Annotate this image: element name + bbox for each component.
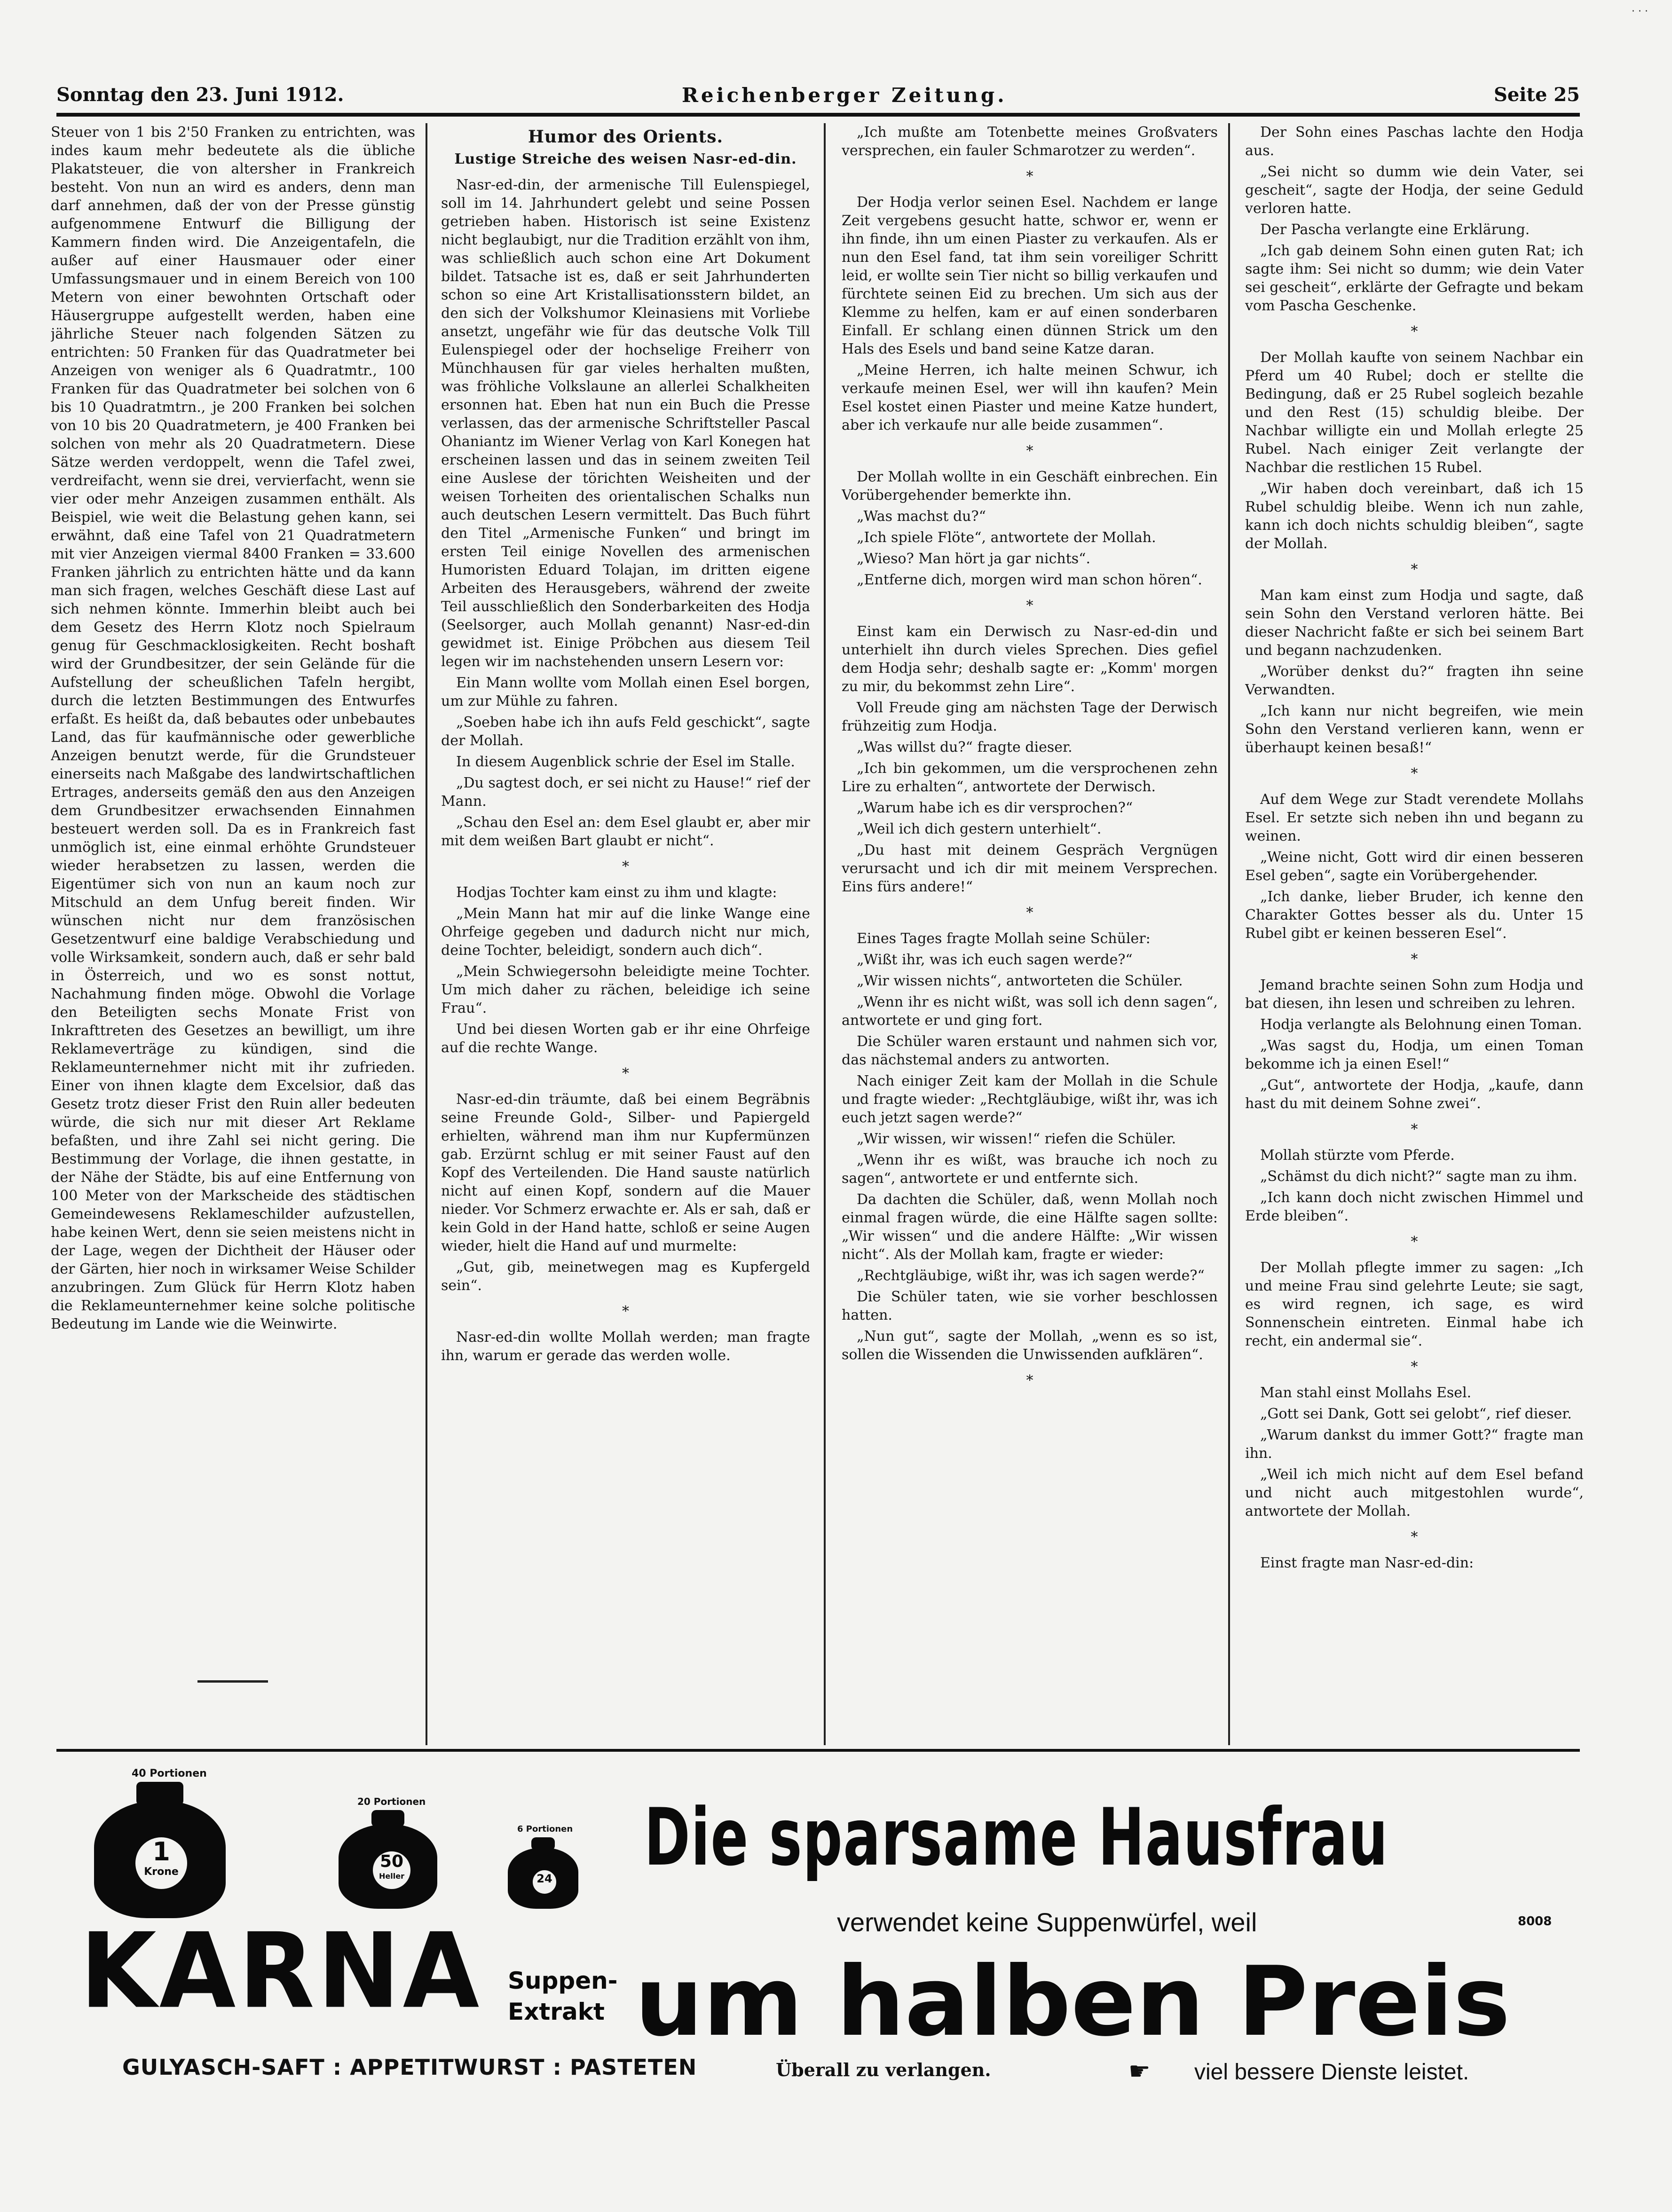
paragraph: „Wenn ihr es nicht wißt, was soll ich denn sagen“, antwortete er und ging fort. <box>842 994 1218 1029</box>
paragraph: „Ich bin gekommen, um die versprochenen zehn Lire zu erhalten“, antwortete der Derwisch. <box>842 760 1218 795</box>
paragraph: Mollah stürzte vom Pferde. <box>1260 1147 1455 1164</box>
article-subtitle: Lustige Streiche des weisen Nasr-ed-din. <box>454 151 797 167</box>
paragraph: „Was sagst du, Hodja, um einen Toman bekomme ich ja einen Esel!“ <box>1245 1038 1584 1072</box>
jar-label: 40 Portionen <box>132 1768 207 1779</box>
column-divider <box>824 123 826 1745</box>
header-rule <box>56 113 1580 117</box>
product-type <box>508 1965 617 2027</box>
product-list: GULYASCH-SAFT : APPETITWURST : PASTETEN <box>122 2055 697 2080</box>
paragraph: „Ich danke, lieber Bruder, ich kenne den Charakter Gottes besser als du. Unter 15 Rubel gibt er keinen besseren Esel“. <box>1245 889 1584 942</box>
paragraph: „Wir wissen nichts“, antworteten die Schüler. <box>857 973 1183 989</box>
paragraph: Steuer von 1 bis 2'50 Franken zu entrichten, was indes kaum mehr bedeutete als die übliche Plakatsteuer, die von altersher in Frankreich besteht. Von nun an wird es anders, denn man darf annehmen, daß der von der Presse günstig aufgenommene Entwurf die Billigung der Kammern finden wird. Die Anzeigentafeln, die außer auf einer Hausmauer oder einer Umfassungsmauer und in einem Bereich von 100 Metern von einer bewohnten Ortschaft oder Häusergruppe aufgestellt werden, haben eine jährliche Steuer nach folgenden Sätzen zu entrichten: 50 Franken für das Quadratmeter bei Anzeigen von weniger als 6 Quadratmtr., 100 Franken für das Quadratmeter bei solchen von 6 bis 10 Quadratmtrn., je 200 Franken bei solchen von 10 bis 20 Quadratmetern, je 400 Franken bei solchen von mehr als 20 Quadratmetern. Diese Sätze werden verdoppelt, wenn die Tafel zwei, verdreifacht, wenn sie drei, vervierfacht, wenn sie vier oder mehr Anzeigen zusammen enthält. Als Beispiel, wie weit die Belastung gehen kann, sei erwähnt, daß eine Tafel von 21 Quadratmetern mit vier Anzeigen viermal 8400 Franken = 33.600 Franken jährlich zu entrichten hätte und da kann man sich fragen, welches Geschäft diese Last auf sich nehmen könnte. Immerhin bleibt auch bei dem Gesetz des Herrn Klotz noch Spielraum genug für Geschmacklosigkeiten. Recht boshaft wird der Grundbesitzer, der sein Gelände für die Aufstellung der scheußlichen Tafeln hergibt, durch die letzten Bestimmungen des Entwurfes erfaßt. Es heißt da, daß bebautes oder unbebautes Land, das für kaufmännische oder gewerbliche Anzeigen benutzt werde, für die Grundsteuer einerseits nach Maßgabe des landwirtschaftlichen Ertrages, anderseits gemäß den aus den Anzeigen dem Grundbesitzer erwachsenden Einnahmen besteuert werden soll. Da es in Frankreich fast unmöglich ist, eine einmal erhöhte Grundsteuer wieder herabsetzen zu lassen, werden die Eigentümer sich von nun an kaum noch zur Mitschuld an dem Unfug bereit finden. Wir wünschen nicht nur dem französischen Gesetzentwurf eine baldige Verabschiedung und volle Wirksamkeit, sondern auch, daß er sehr bald in Österreich, und wo es sonst nottut, Nachahmung finden möge. Obwohl die Vorlage den Beteiligten sechs Monate Frist von Inkrafttreten des Gesetzes an bewilligt, um ihre Reklameverträge zu kündigen, sind die Reklameunternehmer nicht mit ihr zufrieden. Einer von ihnen klagte dem Excelsior, daß das Gesetz trotz dieser Frist den Ruin aller bedeuten würde, die sich nur mit dieser Art Reklame befaßten, und ihre Zahl sei nicht gering. Die Bestimmung der Vorlage, die ihnen gestatte, in der Nähe der Städte, bis auf eine Entfernung von 100 Meter von der Markscheide des städtischen Gemeindewesens Reklameschilder aufzustellen, habe keinen Wert, denn sie seien meistens nicht in der Lage, wegen der Dichtheit der Häuser oder der Gärten, hier noch in wirksamer Weise Schilder anzubringen. Zum Glück für Herrn Klotz haben die Reklameunternehmer keine solche politische Bedeutung im Lande wie die Weinwirte. <box>51 124 415 1332</box>
section-separator: * <box>1411 323 1418 340</box>
paragraph: „Was machst du?“ <box>857 508 986 525</box>
paragraph: Man stahl einst Mollahs Esel. <box>1260 1385 1472 1401</box>
paragraph: „Nun gut“, sagte der Mollah, „wenn es so ist, sollen die Wissenden die Unwissenden aufklären“. <box>842 1328 1218 1363</box>
paragraph: Nasr-ed-din wollte Mollah werden; man fragte ihn, warum er gerade das werden wolle. <box>441 1329 810 1364</box>
advertisement-rule <box>56 1749 1580 1752</box>
paragraph: Einst fragte man Nasr-ed-din: <box>1260 1555 1474 1571</box>
availability-note: Überall zu verlangen. <box>776 2059 991 2080</box>
jar-6-portions <box>503 1824 583 1913</box>
paragraph: Da dachten die Schüler, daß, wenn Mollah noch einmal fragen würde, die eine Hälfte sagen sollte: „Wir wissen“ und die andere Hälfte: „Wir wissen nicht“. Als der Mollah kam, fragte er wieder: <box>842 1191 1218 1263</box>
section-separator: * <box>1026 168 1033 185</box>
paragraph: Der Hodja verlor seinen Esel. Nachdem er lange Zeit vergebens gesucht hatte, schwor er, wenn er ihn finde, ihn um einen Piaster zu verkaufen. Als er nun den Esel fand, tat ihm sein voreiliger Schritt leid, er wollte sein Tier nicht so billig verkaufen und fürchtete seinen Eid zu brechen. Um sich aus der Klemme zu helfen, kam er auf einen sonderbaren Einfall. Er schlang einen dünnen Strick um den Hals des Esels und band seine Katze daran. <box>842 194 1218 357</box>
paragraph: Man kam einst zum Hodja und sagte, daß sein Sohn den Verstand verloren hätte. Bei dieser Nachricht faßte er sich bei seinem Bart und begann nachzudenken. <box>1245 587 1584 659</box>
paragraph: „Weil ich dich gestern unterhielt“. <box>857 821 1102 837</box>
paragraph: „Du sagtest doch, er sei nicht zu Hause!“ rief der Mann. <box>441 775 810 810</box>
section-separator: * <box>1026 443 1033 459</box>
paragraph: Einst kam ein Derwisch zu Nasr-ed-din und unterhielt ihn durch vieles Sprechen. Dies gefiel dem Hodja sehr; deshalb sagte er: „Komm' morgen zu mir, du bekommst zehn Lire“. <box>842 623 1218 695</box>
paragraph: „Meine Herren, ich halte meinen Schwur, ich verkaufe meinen Esel, wer will ihn kaufen? Mein Esel kostet einen Piaster und meine Katze hundert, aber ich verkaufe nur alle beide zusammen“. <box>842 362 1218 433</box>
paragraph: „Schämst du dich nicht?“ sagte man zu ihm. <box>1260 1168 1577 1185</box>
paragraph: „Rechtgläubige, wißt ihr, was ich sagen werde?“ <box>857 1267 1205 1284</box>
section-separator: * <box>1411 1529 1418 1545</box>
section-separator: * <box>1411 951 1418 968</box>
newspaper-title: Reichenberger Zeitung. <box>682 84 1007 107</box>
ad-subline: verwendet keine Suppenwürfel, weil <box>837 1907 1257 1937</box>
article-column-2 <box>441 123 810 1750</box>
karna-advertisement <box>56 1758 1580 2120</box>
section-separator: * <box>1411 561 1418 578</box>
section-separator: * <box>622 1303 629 1320</box>
paragraph: „Warum habe ich es dir versprochen?“ <box>857 800 1133 816</box>
header-date: Sonntag den 23. Juni 1912. <box>56 84 344 106</box>
jar-label: 6 Portionen <box>517 1824 573 1834</box>
paragraph: Ein Mann wollte vom Mollah einen Esel borgen, um zur Mühle zu fahren. <box>441 675 810 709</box>
paragraph: „Ich gab deinem Sohn einen guten Rat; ich sagte ihm: Sei nicht so dumm; wie dein Vater sei gescheit“, erklärte der Gefragte und bekam vom Pascha Geschenke. <box>1245 243 1584 314</box>
product-type-line: Suppen- <box>508 1967 618 1994</box>
section-separator: * <box>1411 1234 1418 1250</box>
paragraph: „Entferne dich, morgen wird man schon hören“. <box>857 572 1202 588</box>
price-medal <box>369 1848 414 1893</box>
paragraph: Jemand brachte seinen Sohn zum Hodja und bat diesen, ihn lesen und schreiben zu lehren. <box>1245 977 1584 1012</box>
paragraph: Auf dem Wege zur Stadt verendete Mollahs Esel. Er setzte sich neben ihn und begann zu weinen. <box>1245 791 1584 844</box>
article-title: Humor des Orients. <box>528 127 724 147</box>
paragraph: Die Schüler taten, wie sie vorher beschlossen hatten. <box>842 1289 1218 1323</box>
paragraph: Eines Tages fragte Mollah seine Schüler: <box>857 930 1151 947</box>
price-medal <box>529 1866 560 1897</box>
paragraph: Voll Freude ging am nächsten Tage der Derwisch frühzeitig zum Hodja. <box>842 700 1218 734</box>
paragraph: „Gut“, antwortete der Hodja, „kaufe, dann hast du mit deinem Sohne zwei“. <box>1245 1077 1584 1112</box>
paragraph: Nach einiger Zeit kam der Mollah in die Schule und fragte wieder: „Rechtgläubige, wißt ihr, was ich euch jetzt sagen werde?“ <box>842 1073 1218 1126</box>
paragraph: Hodja verlangte als Belohnung einen Toman. <box>1260 1016 1582 1033</box>
paragraph: „Sei nicht so dumm wie dein Vater, sei gescheit“, sagte der Hodja, der seine Geduld verloren hatte. <box>1245 164 1584 217</box>
section-separator: * <box>1411 1121 1418 1138</box>
paragraph: „Soeben habe ich ihn aufs Feld geschickt“, sagte der Mollah. <box>441 714 810 749</box>
paragraph: „Wenn ihr es wißt, was brauche ich noch zu sagen“, antwortete er und entfernte sich. <box>842 1152 1218 1187</box>
paragraph: „Gut, gib, meinetwegen mag es Kupfergeld sein“. <box>441 1259 810 1294</box>
medal-value: 24 <box>536 1872 552 1885</box>
paragraph: Die Schüler waren erstaunt und nahmen sich vor, das nächstemal anders zu antworten. <box>842 1033 1218 1068</box>
article-column-3 <box>842 123 1218 1750</box>
jar-label: 20 Portionen <box>357 1796 426 1807</box>
medal-unit: Krone <box>144 1866 179 1878</box>
paragraph: „Wir wissen, wir wissen!“ riefen die Schüler. <box>857 1131 1176 1147</box>
paragraph: Hodjas Tochter kam einst zu ihm und klagte: <box>456 884 777 901</box>
paragraph: Der Mollah kaufte von seinem Nachbar ein Pferd um 40 Rubel; doch er stellte die Bedingung, daß er 25 Rubel sogleich bezahle und den Rest (15) schuldig bleibe. Der Nachbar willigte ein und Mollah erlegte 25 Rubel. Nach einiger Zeit verlangte der Nachbar die restlichen 15 Rubel. <box>1245 349 1584 476</box>
paragraph: „Mein Schwiegersohn beleidigte meine Tochter. Um mich daher zu rächen, beleidige ich seine Frau“. <box>441 963 810 1016</box>
section-separator: * <box>1026 598 1033 614</box>
paragraph: Der Mollah pflegte immer zu sagen: „Ich und meine Frau sind gelehrte Leute; sie sagt, es wird regnen, ich sage, es wird Sonnenschein eintreten. Einmal habe ich recht, ein andermal sie“. <box>1245 1260 1584 1349</box>
paragraph: „Wir haben doch vereinbart, daß ich 15 Rubel schuldig bleibe. Wenn ich nun zahle, kann ich doch nichts schuldig bleiben“, sagte der Mollah. <box>1245 480 1584 552</box>
paragraph: „Ich kann doch nicht zwischen Himmel und Erde bleiben“. <box>1245 1189 1584 1224</box>
paragraph: „Gott sei Dank, Gott sei gelobt“, rief dieser. <box>1260 1406 1572 1422</box>
medal-value: 1 <box>152 1837 170 1866</box>
ad-headline: Die sparsame Hausfrau <box>644 1791 1389 1883</box>
scan-corner-mark: · · · <box>1632 6 1648 17</box>
paragraph: „Wißt ihr, was ich euch sagen werde?“ <box>857 952 1133 968</box>
section-separator: * <box>1411 765 1418 782</box>
paragraph: Der Sohn eines Paschas lachte den Hodja aus. <box>1245 124 1584 159</box>
jar-20-portions <box>334 1796 442 1913</box>
paragraph: „Wieso? Man hört ja gar nichts“. <box>857 551 1091 567</box>
paragraph: Nasr-ed-din träumte, daß bei einem Begräbnis seine Freunde Gold-, Silber- und Papiergeld erhielten, während man ihm nur Kupfermünzen gab. Erzürnt schlug er mit seiner Faust auf den Kopf des Verteilenden. Die Hand sauste natürlich nicht auf einen Kopf, sondern auf die Mauer nieder. Vor Schmerz erwachte er. Als er sah, daß er kein Gold in der Hand hatte, schloß er seine Augen wieder, hielt die Hand auf und murmelte: <box>441 1091 810 1254</box>
ad-closing: viel bessere Dienste leistet. <box>1194 2060 1469 2085</box>
paragraph: „Weil ich mich nicht auf dem Esel befand und nicht auch mitgestohlen wurde“, antwortete der Mollah. <box>1245 1466 1584 1519</box>
article-column-1 <box>51 123 415 1618</box>
medal-value: 50 <box>379 1852 404 1871</box>
price-medal <box>132 1834 191 1893</box>
column-divider <box>426 123 427 1745</box>
section-separator: * <box>1026 1372 1033 1389</box>
ad-reference-mark: 8008 <box>1518 1914 1552 1929</box>
article-column-4 <box>1245 123 1584 1750</box>
paragraph: „Schau den Esel an: dem Esel glaubt er, aber mir mit dem weißen Bart glaubt er nicht“. <box>441 814 810 849</box>
paragraph: „Was willst du?“ fragte dieser. <box>857 739 1073 756</box>
product-type-line: Extrakt <box>508 1998 605 2025</box>
column-divider <box>1228 123 1230 1745</box>
paragraph: „Weine nicht, Gott wird dir einen besseren Esel geben“, sagte ein Vorübergehender. <box>1245 849 1584 884</box>
medal-unit: Heller <box>379 1872 404 1881</box>
paragraph: „Mein Mann hat mir auf die linke Wange eine Ohrfeige gegeben und dadurch nicht nur mich, deine Tochter, beleidigt, sondern auch dich“. <box>441 905 810 959</box>
paragraph: „Ich spiele Flöte“, antwortete der Mollah. <box>857 529 1156 546</box>
jar-40-portions <box>89 1768 230 1923</box>
paragraph: „Du hast mit deinem Gespräch Vergnügen verursacht und ich dir mit meinem Versprechen. Eins fürs andere!“ <box>842 842 1218 895</box>
paragraph: „Warum dankst du immer Gott?“ fragte man ihn. <box>1245 1427 1584 1462</box>
paragraph: Nasr-ed-din, der armenische Till Eulenspiegel, soll im 14. Jahrhundert gelebt und seine Possen getrieben haben. Historisch ist seine Existenz nicht beglaubigt, nur die Tradition erzählt von ihm, was schließlich auch schon eine Art Dokument bildet. Tatsache ist es, daß er seit Jahrhunderten schon so eine Art Kristallisationsstern bildet, an den sich der Volkshumor Kleinasiens mit Vorliebe ansetzt, ungefähr wie für das deutsche Volk Till Eulenspiegel oder der hochselige Freiherr von Münchhausen für gar vieles herhalten mußten, was fröhliche Volkslaune an allerlei Schalkheiten ersonnen hat. Eben hat nun ein Buch die Presse verlassen, das der armenische Schriftsteller Pascal Ohaniantz im Wiener Verlag von Karl Konegen hat erscheinen lassen und das in seinem zweiten Teil eine Auslese der törichten Weisheiten und der weisen Torheiten des orientalischen Schalks nun auch deutschen Lesern vermittelt. Das Buch führt den Titel „Armenische Funken“ und bringt im ersten Teil einige Novellen des armenischen Humoristen Eduard Tolajan, im dritten eigene Arbeiten des Herausgebers, während der zweite Teil ausschließlich den Sonderbarkeiten des Hodja (Seelsorger, auch Mollah genannt) Nasr-ed-din gewidmet ist. Einige Pröbchen aus diesem Teil legen wir im nachstehenden unsern Lesern vor: <box>441 177 810 670</box>
section-separator: * <box>1026 905 1033 921</box>
paragraph: „Ich mußte am Totenbette meines Großvaters versprechen, ein fauler Schmarotzer zu werden“. <box>842 124 1218 159</box>
page-number: Seite 25 <box>1493 84 1580 106</box>
brand-name: KARNA <box>80 1910 482 2032</box>
pointing-hand-icon: ☛ <box>1128 2057 1151 2086</box>
paragraph: „Worüber denkst du?“ fragten ihn seine Verwandten. <box>1245 663 1584 698</box>
section-separator: * <box>622 858 629 875</box>
paragraph: In diesem Augenblick schrie der Esel im Stalle. <box>456 754 795 770</box>
section-separator: * <box>622 1065 629 1082</box>
paragraph: Der Pascha verlangte eine Erklärung. <box>1260 221 1530 238</box>
section-separator: * <box>1411 1359 1418 1375</box>
article-end-rule <box>197 1680 268 1683</box>
price-headline: um halben Preis <box>635 1946 1511 2058</box>
paragraph: „Ich kann nur nicht begreifen, wie mein Sohn den Verstand verlieren kann, wenn er überhaupt keinen besaß!“ <box>1245 703 1584 756</box>
paragraph: Und bei diesen Worten gab er ihr eine Ohrfeige auf die rechte Wange. <box>441 1021 810 1056</box>
paragraph: Der Mollah wollte in ein Geschäft einbrechen. Ein Vorübergehender bemerkte ihn. <box>842 469 1218 504</box>
